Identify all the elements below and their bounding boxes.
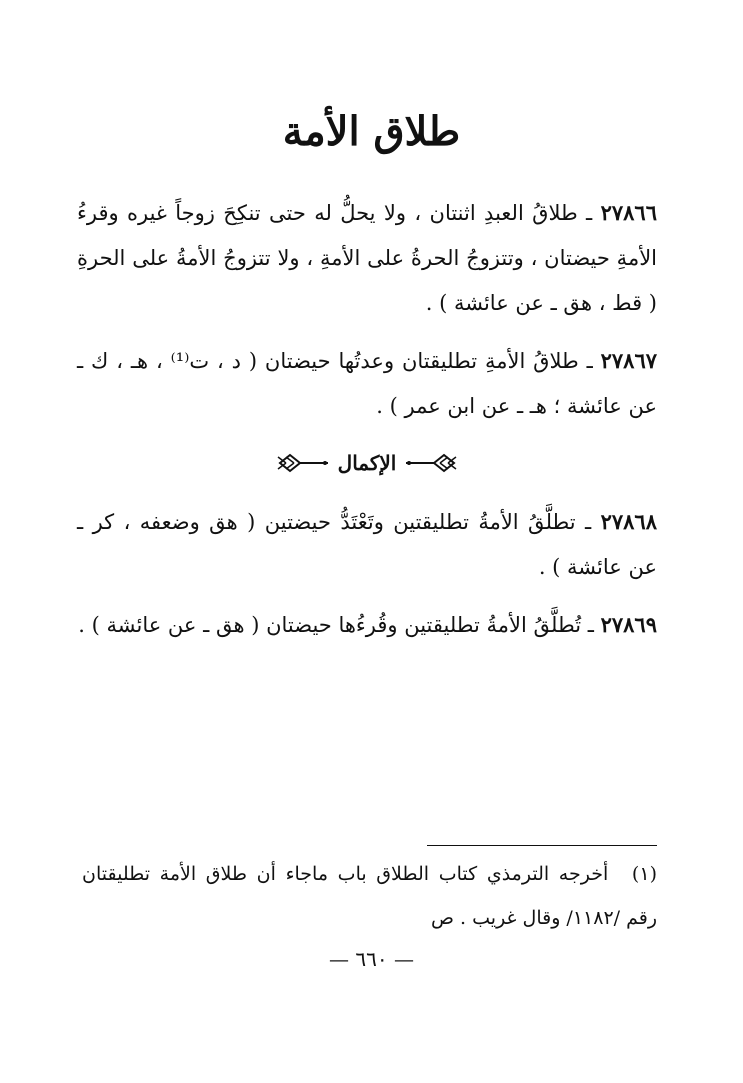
- footnote-marker: (١): [631, 863, 657, 885]
- hadith-text: ـ طلاقُ الأمةِ تطليقتان وعدتُها حيضتان ( د ، ت⁽¹⁾ ، هـ ، ك ـ عن عائشة ؛ هـ ـ عن ابن عمر ) .: [77, 349, 657, 418]
- footnote-text: أخرجه الترمذي كتاب الطلاق باب ماجاء أن طلاق الأمة تطليقتان رقم /١١٨٢/ وقال غريب . ص: [82, 863, 657, 929]
- hadith-text: ـ طلاقُ العبدِ اثنتان ، ولا يحلُّ له حتى تنكِحَ زوجاً غيره وقرءُ الأمةِ حيضتان ، وتتزوجُ الحرةُ على الأمةِ ، ولا تتزوجُ الأمةُ على الحرةِ ( قط ، هق ـ عن عائشة ) .: [77, 201, 657, 315]
- hadith-entry: [77, 190, 657, 326]
- footnote: [82, 852, 657, 940]
- hadith-number: ٢٧٨٦٧: [600, 348, 658, 373]
- page-title: طلاق الأمة: [282, 108, 461, 155]
- hadith-number: ٢٧٨٦٩: [600, 612, 657, 637]
- hadith-entry: [77, 602, 657, 648]
- page-body: [77, 190, 657, 660]
- hadith-number: ٢٧٨٦٦: [600, 200, 657, 225]
- section-separator: [77, 443, 657, 483]
- hadith-entry: [77, 499, 657, 590]
- ornament-right-icon: [404, 452, 462, 474]
- hadith-number: ٢٧٨٦٨: [600, 509, 657, 534]
- ornament-left-icon: [272, 452, 330, 474]
- hadith-text: ـ تُطلَّقُ الأمةُ تطليقتين وقُرءُها حيضتان ( هق ـ عن عائشة ) .: [78, 613, 594, 637]
- footnote-divider: [427, 845, 657, 846]
- page-number: — ٦٦٠ —: [329, 947, 414, 971]
- hadith-entry: [77, 338, 657, 429]
- hadith-text: ـ تطلَّقُ الأمةُ تطليقتين وتَعْتَدُّ حيضتين ( هق وضعفه ، كر ـ عن عائشة ) .: [77, 510, 657, 579]
- section-heading: الإكمال: [337, 450, 397, 475]
